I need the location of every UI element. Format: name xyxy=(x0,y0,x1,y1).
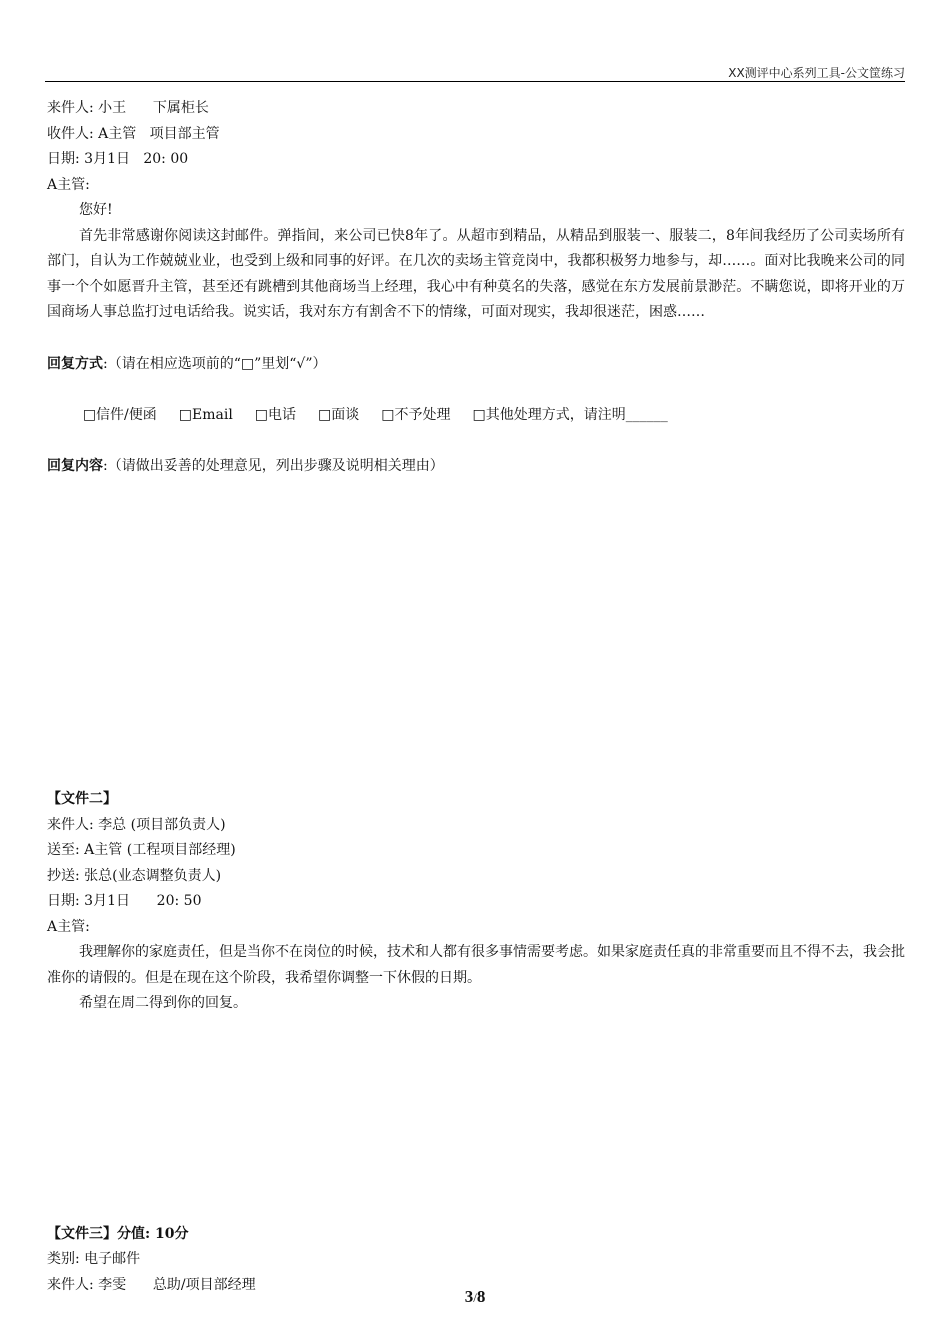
file2-salutation: A主管: xyxy=(47,918,90,935)
reply-method-row xyxy=(47,352,905,378)
header-rule xyxy=(45,81,905,82)
page-total: 8 xyxy=(476,1287,486,1306)
page-separator: / xyxy=(473,1290,477,1305)
option-no-action-checkbox[interactable]: □不予处理 xyxy=(381,406,451,423)
reply-method-hint: :（请在相应选项前的“□”里划“√”） xyxy=(103,355,327,372)
option-email-checkbox[interactable]: □Email xyxy=(178,406,233,423)
option-other-checkbox[interactable]: □其他处理方式，请注明______ xyxy=(472,406,668,423)
page-header: XX测评中心系列工具-公文筐练习 xyxy=(728,66,905,80)
reply-content-label: 回复内容 xyxy=(47,457,103,474)
reply-content-row xyxy=(47,454,905,480)
file1-body: 首先非常感谢你阅读这封邮件。弹指间，来公司已快8年了。从超市到精品，从精品到服装一、服装二，8年间我经历了公司卖场所有部门，自认为工作兢兢业业，也受到上级和同事的好评。在几次的卖场主管竞岗中，我都积极努力地参与，却……。面对比我晚来公司的同事一个个如愿晋升主管，甚至还有跳槽到其他商场当上经理，我心中有种莫名的失落，感觉在东方发展前景渺茫。不瞒您说，即将开业的万国商场人事总监打过电话给我。说实话，我对东方有割舍不下的情缘，可面对现实，我却很迷茫，困惑…… xyxy=(47,227,905,320)
option-letter-checkbox[interactable]: □信件/便函 xyxy=(82,406,157,423)
page-current: 3 xyxy=(464,1287,474,1306)
file1-sender: 来件人: 小王 下属柜长 xyxy=(47,100,209,116)
file2-writing-area[interactable] xyxy=(47,1017,905,1222)
file2-to: 送至: A主管 (工程项目部经理) xyxy=(47,842,236,858)
reply-writing-area[interactable] xyxy=(47,479,905,787)
reply-method-label: 回复方式 xyxy=(47,355,103,372)
file3-category: 类别: 电子邮件 xyxy=(47,1251,141,1267)
option-phone-checkbox[interactable]: □电话 xyxy=(254,406,297,423)
file1-date: 日期: 3月1日 20: 00 xyxy=(47,151,189,167)
file1-salutation: A主管: xyxy=(47,176,90,193)
file2-sender: 来件人: 李总 (项目部负责人) xyxy=(47,816,226,833)
file3-heading: 【文件三】分值: 10分 xyxy=(47,1225,189,1242)
reply-content-hint: :（请做出妥善的处理意见，列出步骤及说明相关理由） xyxy=(103,457,444,474)
file2-date: 日期: 3月1日 20: 50 xyxy=(47,893,202,909)
reply-options xyxy=(47,377,905,454)
document-body xyxy=(47,96,905,1298)
file2-cc: 抄送: 张总(业态调整负责人) xyxy=(47,867,222,884)
page-number xyxy=(0,1287,950,1307)
file1-greeting: 您好! xyxy=(79,202,113,218)
file2-heading: 【文件二】 xyxy=(47,791,117,807)
option-meeting-checkbox[interactable]: □面谈 xyxy=(318,406,360,423)
file1-recipient: 收件人: A主管 项目部主管 xyxy=(47,125,220,142)
file2-body: 我理解你的家庭责任，但是当你不在岗位的时候，技术和人都有很多事情需要考虑。如果家庭责任真的非常重要而且不得不去，我会批准你的请假的。但是在现在这个阶段，我希望你调整一下休假的日期。 xyxy=(47,944,905,986)
file3-sender: 来件人: 李雯 总助/项目部经理 xyxy=(47,1276,256,1293)
file2-closing: 希望在周二得到你的回复。 xyxy=(79,995,247,1011)
